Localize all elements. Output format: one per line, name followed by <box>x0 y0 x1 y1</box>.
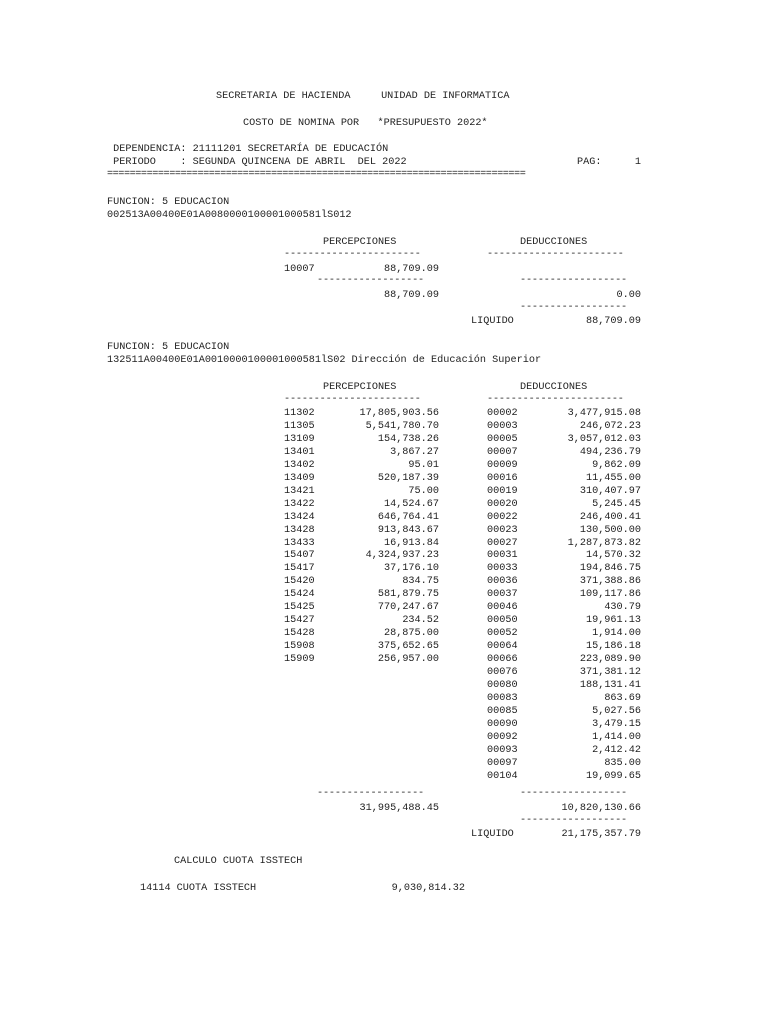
section2-perc-row-amount: 37,176.10 <box>383 563 439 575</box>
section2-ded-row-code: 00007 <box>487 446 518 458</box>
section2-ded-row-amount: 310,407.97 <box>579 485 641 497</box>
section2-ded-row-amount: 2,412.42 <box>592 744 641 756</box>
section2-ded-row-amount: 194,846.75 <box>579 563 641 575</box>
section2-ded-row-amount: 223,089.90 <box>579 654 641 666</box>
section2-perc-row-code: 15420 <box>284 576 315 588</box>
section1-percepciones-header: PERCEPCIONES <box>323 237 397 248</box>
section2-ded-row-code: 00090 <box>487 718 518 730</box>
section2-perc-row-code: 13402 <box>284 459 315 471</box>
section2-perc-row-code: 13422 <box>284 498 315 510</box>
section2-ded-row-amount: 430.79 <box>604 602 641 614</box>
section2-ded-row-amount: 5,027.56 <box>592 705 641 717</box>
section2-ded-row-amount: 19,961.13 <box>585 615 641 627</box>
section2-percepciones-header: PERCEPCIONES <box>323 382 397 393</box>
section2-perc-row-amount: 375,652.65 <box>377 641 439 653</box>
section2-ded-row-amount: 19,099.65 <box>585 770 641 782</box>
section1-deducciones-header: DEDUCCIONES <box>520 237 588 248</box>
section2-ded-row-amount: 835.00 <box>604 757 641 769</box>
section2-ded-row-code: 00104 <box>487 770 518 782</box>
section2-perc-sum-dash: ------------------ <box>317 788 424 799</box>
section2-ded-row-code: 00080 <box>487 679 518 691</box>
section2-ded-row-amount: 11,455.00 <box>585 472 641 484</box>
section2-code: 132511A00400E01A0010000100001000581lS02 Dirección de Educación Superior <box>107 355 542 366</box>
section1-perc-total: 88,709.09 <box>383 290 439 301</box>
section1-code: 002513A00400E01A0080000100001000581lS012 <box>107 210 352 221</box>
section2-ded-row-code: 00020 <box>487 498 518 510</box>
section2-ded-row-code: 00005 <box>487 433 518 445</box>
section2-ded-row-amount: 494,236.79 <box>579 446 641 458</box>
section2-ded-row-amount: 1,414.00 <box>592 731 641 743</box>
section2-perc-row-code: 13433 <box>284 537 315 549</box>
section2-ded-row-code: 00093 <box>487 744 518 756</box>
section2-funcion: FUNCION: 5 EDUCACION <box>107 342 230 353</box>
periodo: PERIODO : SEGUNDA QUINCENA DE ABRIL DEL 2022 <box>107 157 407 168</box>
section2-ded-row-code: 00036 <box>487 576 518 588</box>
section2-ded-row-code: 00097 <box>487 757 518 769</box>
section2-perc-row-amount: 16,913.84 <box>383 537 439 549</box>
section1-liquido-dash: ------------------ <box>520 302 627 313</box>
section2-ded-row-code: 00031 <box>487 550 518 562</box>
section2-ded-total: 10,820,130.66 <box>561 803 641 814</box>
section1-ded-total: 0.00 <box>616 290 641 301</box>
section2-perc-row-code: 15427 <box>284 615 315 627</box>
section2-perc-row-code: 13428 <box>284 524 315 536</box>
isstech-title: CALCULO CUOTA ISSTECH <box>174 856 303 867</box>
section2-ded-row-code: 00027 <box>487 537 518 549</box>
section2-perc-row-amount: 3,867.27 <box>390 446 439 458</box>
section1-perc-dash: ----------------------- <box>284 249 421 260</box>
section2-perc-row-amount: 4,324,937.23 <box>365 550 439 562</box>
section2-ded-row-code: 00022 <box>487 511 518 523</box>
section2-ded-row-code: 00064 <box>487 641 518 653</box>
section2-ded-row-amount: 1,914.00 <box>592 628 641 640</box>
section1-perc-row-code: 10007 <box>284 264 315 275</box>
section1-perc-row-amount: 88,709.09 <box>383 264 439 275</box>
section1-funcion: FUNCION: 5 EDUCACION <box>107 197 230 208</box>
section2-perc-row-amount: 581,879.75 <box>377 589 439 601</box>
header-rule: ========================================================================== <box>107 169 526 180</box>
section2-perc-row-amount: 256,957.00 <box>377 654 439 666</box>
section2-ded-row-code: 00002 <box>487 408 518 419</box>
section2-perc-row-code: 13424 <box>284 511 315 523</box>
section2-ded-row-amount: 3,479.15 <box>592 718 641 730</box>
section2-ded-row-code: 00052 <box>487 628 518 640</box>
section2-ded-row-code: 00076 <box>487 667 518 678</box>
pag-value: 1 <box>634 157 641 168</box>
section1-ded-dash: ----------------------- <box>487 249 624 260</box>
section2-ded-row-amount: 15,186.18 <box>585 641 641 653</box>
section2-ded-row-amount: 109,117.86 <box>579 589 641 601</box>
section2-perc-row-code: 15424 <box>284 589 315 601</box>
header-line-1: SECRETARIA DE HACIENDA UNIDAD DE INFORMATICA <box>216 91 510 102</box>
section2-perc-row-code: 13421 <box>284 485 315 497</box>
section2-perc-row-code: 13109 <box>284 433 315 445</box>
section2-ded-row-amount: 371,381.12 <box>579 667 641 678</box>
section2-deducciones-header: DEDUCCIONES <box>520 382 588 393</box>
section2-perc-row-code: 15417 <box>284 563 315 575</box>
section2-ded-row-amount: 130,500.00 <box>579 524 641 536</box>
section2-ded-row-code: 00019 <box>487 485 518 497</box>
section2-liquido-dash: ------------------ <box>520 815 627 826</box>
section2-ded-row-code: 00050 <box>487 615 518 627</box>
section2-perc-row-code: 13401 <box>284 446 315 458</box>
section1-liquido-value: 88,709.09 <box>585 316 641 327</box>
section2-perc-row-amount: 17,805,903.56 <box>359 408 439 419</box>
section2-perc-row-amount: 28,875.00 <box>383 628 439 640</box>
section2-ded-row-amount: 14,570.32 <box>585 550 641 562</box>
section2-ded-row-code: 00046 <box>487 602 518 614</box>
section2-perc-row-amount: 14,524.67 <box>383 498 439 510</box>
section2-ded-row-amount: 3,057,012.03 <box>567 433 641 445</box>
section2-perc-row-code: 15909 <box>284 654 315 666</box>
section2-perc-dash: ----------------------- <box>284 394 421 405</box>
section2-ded-row-amount: 9,862.09 <box>592 459 641 471</box>
section2-perc-row-code: 15425 <box>284 602 315 614</box>
section2-ded-row-code: 00016 <box>487 472 518 484</box>
section1-perc-sum-dash: ------------------ <box>317 275 424 286</box>
section2-perc-row-amount: 95.01 <box>408 459 439 471</box>
section2-ded-row-code: 00092 <box>487 731 518 743</box>
section2-ded-row-amount: 3,477,915.08 <box>567 408 641 419</box>
section1-ded-sum-dash: ------------------ <box>520 275 627 286</box>
section2-ded-row-code: 00033 <box>487 563 518 575</box>
section2-perc-row-amount: 770,247.67 <box>377 602 439 614</box>
section2-ded-row-code: 00037 <box>487 589 518 601</box>
section2-liquido-label: LIQUIDO <box>471 829 514 840</box>
pag-label: PAG: <box>577 157 602 168</box>
section2-ded-row-code: 00066 <box>487 654 518 666</box>
isstech-line-value: 9,030,814.32 <box>391 883 465 894</box>
section2-ded-row-code: 00003 <box>487 420 518 432</box>
section2-perc-row-amount: 234.52 <box>402 615 439 627</box>
section2-perc-row-code: 13409 <box>284 472 315 484</box>
section2-ded-row-code: 00085 <box>487 705 518 717</box>
section2-perc-row-amount: 646,764.41 <box>377 511 439 523</box>
section2-ded-row-amount: 863.69 <box>604 692 641 704</box>
section2-ded-row-amount: 5,245.45 <box>592 498 641 510</box>
section2-ded-dash: ----------------------- <box>487 394 624 405</box>
section2-perc-row-code: 15908 <box>284 641 315 653</box>
section1-liquido-label: LIQUIDO <box>471 316 514 327</box>
section2-perc-row-amount: 913,843.67 <box>377 524 439 536</box>
section2-perc-row-code: 15428 <box>284 628 315 640</box>
section2-ded-row-amount: 188,131.41 <box>579 679 641 691</box>
section2-ded-row-amount: 246,072.23 <box>579 420 641 432</box>
section2-perc-total: 31,995,488.45 <box>359 803 439 814</box>
section2-perc-row-code: 11305 <box>284 420 315 432</box>
section2-perc-row-amount: 834.75 <box>402 576 439 588</box>
section2-perc-row-amount: 154,738.26 <box>377 433 439 445</box>
section2-ded-row-code: 00009 <box>487 459 518 471</box>
section2-ded-row-code: 00083 <box>487 692 518 704</box>
isstech-line-label: 14114 CUOTA ISSTECH <box>140 883 257 894</box>
section2-ded-row-amount: 1,287,873.82 <box>567 537 641 549</box>
section2-ded-row-amount: 246,400.41 <box>579 511 641 523</box>
section2-perc-row-code: 15407 <box>284 550 315 562</box>
section2-perc-row-amount: 5,541,780.70 <box>365 420 439 432</box>
section2-perc-row-amount: 75.00 <box>408 485 439 497</box>
section2-ded-row-code: 00023 <box>487 524 518 536</box>
section2-perc-row-amount: 520,187.39 <box>377 472 439 484</box>
section2-ded-row-amount: 371,388.86 <box>579 576 641 588</box>
header-line-2: COSTO DE NOMINA POR *PRESUPUESTO 2022* <box>243 118 488 129</box>
section2-liquido-value: 21,175,357.79 <box>561 829 641 840</box>
section2-perc-row-code: 11302 <box>284 408 315 419</box>
dependencia: DEPENDENCIA: 21111201 SECRETARÍA DE EDUCACIÓN <box>107 144 389 155</box>
section2-ded-sum-dash: ------------------ <box>520 788 627 799</box>
